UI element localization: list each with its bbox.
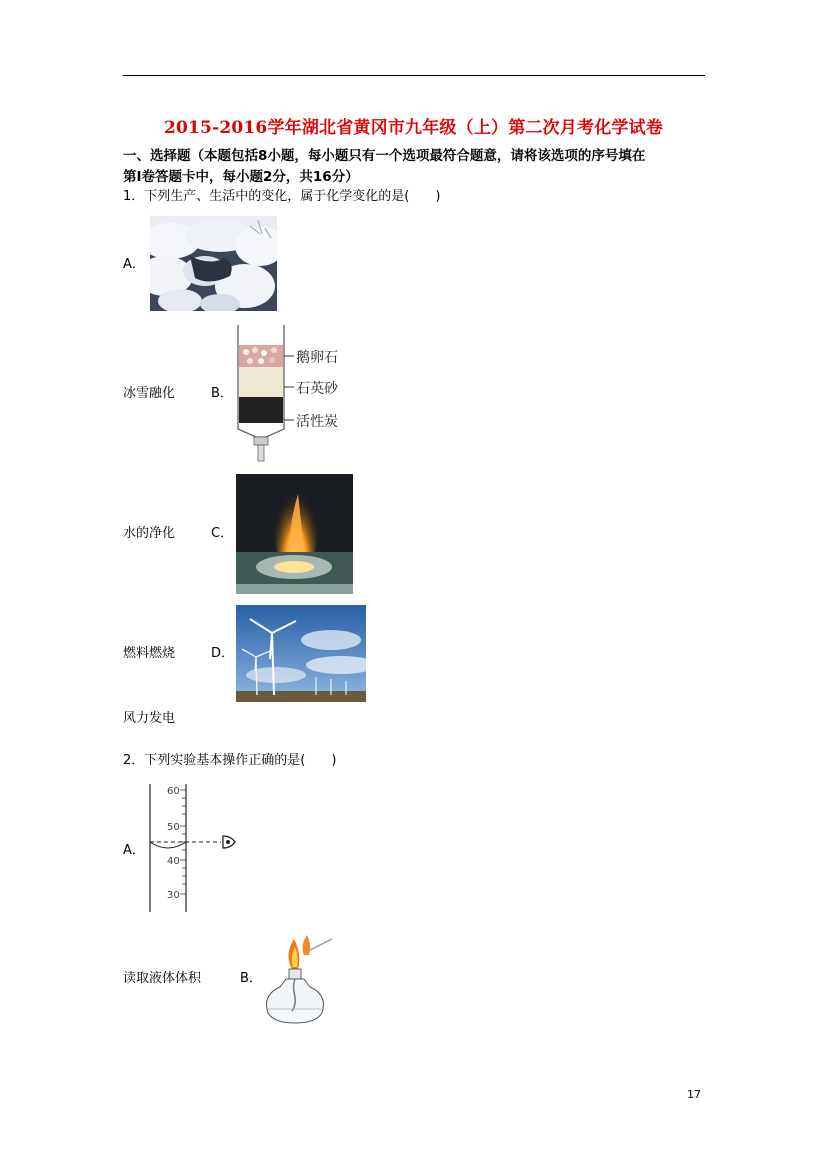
q2-option-a-label: A． bbox=[123, 843, 145, 858]
question-1-stem: 1．下列生产、生活中的变化，属于化学变化的是( ) bbox=[123, 189, 441, 204]
alcohol-lamp-diagram bbox=[262, 933, 334, 1025]
q1-caption-b: 水的净化 bbox=[123, 526, 176, 541]
snow-melting-photo bbox=[150, 216, 277, 311]
section-heading-line-1: 一、选择题（本题包括8小题，每小题只有一个选项最符合题意，请将该选项的序号填在 bbox=[123, 148, 646, 164]
filter-label-pebbles: 鹅卵石 bbox=[296, 350, 338, 366]
q1-caption-c: 燃料燃烧 bbox=[123, 646, 176, 661]
q1-option-a-label: A． bbox=[123, 257, 145, 272]
q2-option-b-label: B． bbox=[240, 971, 262, 986]
header-rule bbox=[123, 75, 705, 76]
section-heading-line-2: 第Ⅰ卷答题卡中，每小题2分，共16分） bbox=[123, 169, 359, 185]
cylinder-tick-60: 60 bbox=[167, 786, 180, 797]
fuel-burning-photo bbox=[236, 474, 353, 594]
q1-option-d-label: D． bbox=[211, 646, 235, 661]
filter-label-activated-carbon: 活性炭 bbox=[296, 414, 338, 430]
cylinder-tick-50: 50 bbox=[167, 822, 180, 833]
question-2-stem: 2．下列实验基本操作正确的是( ) bbox=[123, 753, 337, 768]
page-number: 17 bbox=[687, 1088, 701, 1101]
q1-caption-a: 冰雪融化 bbox=[123, 386, 176, 401]
graduated-cylinder-diagram bbox=[143, 782, 243, 914]
q1-option-b-label: B． bbox=[211, 386, 233, 401]
q1-option-c-label: C． bbox=[211, 526, 234, 541]
wind-power-photo bbox=[236, 605, 366, 702]
cylinder-tick-30: 30 bbox=[167, 890, 180, 901]
page-title: 2015-2016学年湖北省黄冈市九年级（上）第二次月考化学试卷 bbox=[163, 118, 664, 138]
q1-caption-d: 风力发电 bbox=[123, 711, 176, 726]
water-filter-diagram bbox=[234, 325, 354, 463]
q2-caption-a: 读取液体体积 bbox=[123, 971, 202, 986]
filter-label-quartz-sand: 石英砂 bbox=[296, 381, 338, 397]
cylinder-tick-40: 40 bbox=[167, 856, 180, 867]
section-heading bbox=[123, 146, 708, 188]
